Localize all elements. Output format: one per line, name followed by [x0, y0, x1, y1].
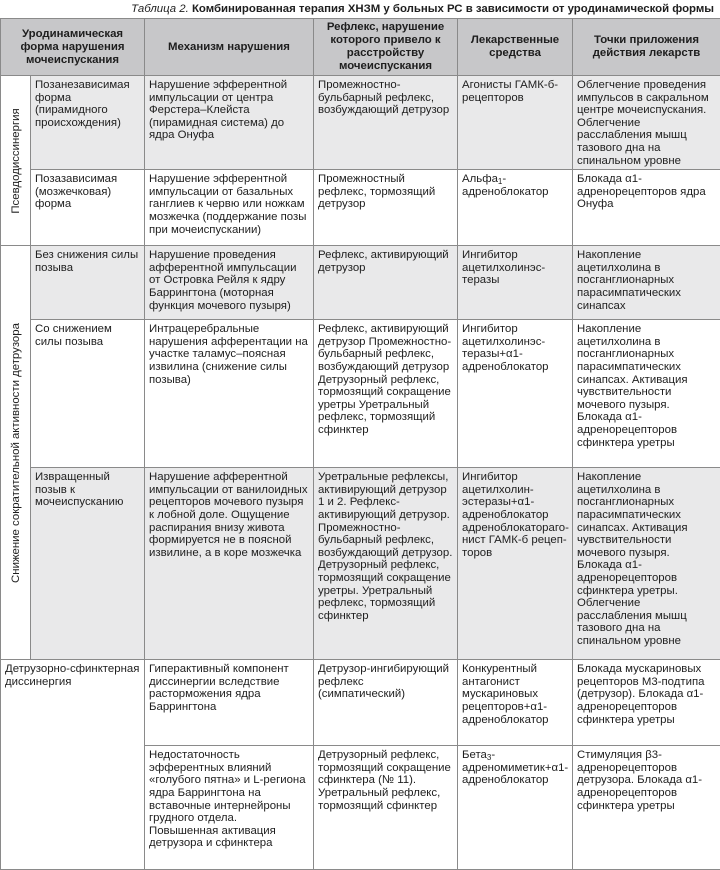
group-label-reduced [1, 246, 31, 660]
drugs-sub: 1 [498, 177, 502, 186]
cell-mechanism: Нарушение афферентной импульсации от ванилоидных рецепторов мочевого пузыря к лобной доле. Ощущение распирания внизу живота формируется не в поясной извилине, а в коре мозжечка [145, 468, 314, 660]
cell-points: Накопление ацетилхолина в посганглионарных парасимпатических синапсах. Активация чувствительности мочевого пузыря. Блокада α1-адренорецепторов сфинктера уретры [573, 320, 720, 468]
cell-reflex: Детрузорный рефлекс, тормозящий сокращение сфинктера (№ 11). Уретральный рефлекс, тормозящий сфинктер [314, 746, 458, 870]
caption-label: Таблица 2. [131, 3, 189, 15]
cell-reflex: Детрузор-ингибирующий рефлекс (симпатический) [314, 660, 458, 746]
cell-points: Стимуляция β3-адренорецепторов детрузора. Блокада α1-адренорецепторов сфинктера уретры [573, 746, 720, 870]
cell-reflex: Промежностный рефлекс, тормозящий детрузор [314, 170, 458, 246]
cell-mechanism: Нарушение эфферентной импульсации от центра Ферстера–Клейста (пирамидная система) до ядра Онуфа [145, 76, 314, 170]
cell-drugs [458, 746, 573, 870]
cell-drugs [458, 170, 573, 246]
group-label-dss: Детрузорно-сфинктерная диссинергия [1, 660, 145, 870]
caption-title: Комбинированная терапия ХНЗМ у больных РС в зависимости от уродинамической формы [192, 3, 714, 15]
header-mechanism: Механизм нарушения [145, 19, 314, 76]
table-row [1, 170, 720, 246]
cell-points: Блокада α1-адренорецепторов ядра Онуфа [573, 170, 720, 246]
header-form: Уродинамическая форма нарушения мочеиспускания [1, 19, 145, 76]
cell-mechanism: Нарушение эфферентной импульсации от базальных ганглиев к червю или ножкам мозжечка (поддержание позы при мочеиспускании) [145, 170, 314, 246]
drugs-rest: -адреноблокатор [462, 173, 548, 198]
header-reflex: Рефлекс, нарушение которого привело к расстройству мочеиспускания [314, 19, 458, 76]
header-points: Точки приложения действия лекарств [573, 19, 720, 76]
group-label-pseudo [1, 76, 31, 246]
cell-points: Блокада мускариновых рецепторов М3-подтипа (детрузор). Блокада α1-адренорецепторов сфинктера уретры [573, 660, 720, 746]
cell-mechanism: Гиперактивный компонент диссинергии вследствие расторможения ядра Баррингтона [145, 660, 314, 746]
cell-drugs: Агонисты ГАМК-б-рецепторов [458, 76, 573, 170]
cell-reflex: Рефлекс, активирующий детрузор [314, 246, 458, 320]
drugs-sub: 3 [487, 753, 491, 762]
drugs-main: Бета [462, 749, 487, 761]
group-text-pseudo: Псевдодиссинергия [10, 108, 22, 213]
cell-drugs: Ингибитор ацетилхолин-эстеразы+α1-адреноблокатор адреноблокатораго-нист ГАМК-б рецеп-торов [458, 468, 573, 660]
cell-reflex: Уретральные рефлексы, активирующий детрузор 1 и 2. Рефлекс-активирующий детрузор. Промежностно-бульбарный рефлекс, возбуждающий детрузор. Детрузорный рефлекс, тормозящий сокращение уретры. Уретральный рефлекс, тормозящий сфинктер [314, 468, 458, 660]
cell-mechanism: Недостаточность эфферентных влияний «голубого пятна» и L-региона ядра Баррингтона на вставочные интернейроны грудного отдела. Повышенная активация детрузора и сфинктера [145, 746, 314, 870]
table-row [1, 76, 720, 170]
cell-points: Накопление ацетилхолина в посганглионарных парасимпатических синапсах. Активация чувствительности мочевого пузыря. Блокада α1-адренорецепторов сфинктера уретры. Облегчение расслабления мышц тазового дна на спинальном уровне [573, 468, 720, 660]
group-text-reduced: Снижение сократительной активности детрузора [10, 323, 22, 583]
cell-points: Накопление ацетилхолина в посганглионарных парасимпатических синапсах [573, 246, 720, 320]
cell-points: Облегчение проведения импульсов в сакральном центре мочеиспускания. Облегчение расслабления мышц тазового дна на спинальном уровне [573, 76, 720, 170]
cell-mechanism: Интрацеребральные нарушения афферентации на участке таламус–поясная извилина (снижение силы позыва) [145, 320, 314, 468]
drugs-main: Альфа [462, 173, 498, 185]
cell-form: Позазависимая (мозжечковая) форма [31, 170, 145, 246]
table-header-row [1, 19, 720, 76]
header-drugs: Лекарственные средства [458, 19, 573, 76]
cell-reflex: Промежностно-бульбарный рефлекс, возбуждающий детрузор [314, 76, 458, 170]
drugs-rest: -адреномиметик+α1-адреноблокатор [462, 749, 568, 786]
cell-form: Без снижения силы позыва [31, 246, 145, 320]
table-row [1, 660, 720, 746]
table-row [1, 320, 720, 468]
cell-drugs: Ингибитор ацетилхолинэс-теразы+α1-адреноблокатор [458, 320, 573, 468]
table-row [1, 246, 720, 320]
cell-drugs: Конкурентный антагонист мускариновых рецепторов+α1-адреноблокатор [458, 660, 573, 746]
cell-reflex: Рефлекс, активирующий детрузор Промежностно-бульбарный рефлекс, возбуждающий детрузор Детрузорный рефлекс, тормозящий сокращение уретры Уретральный рефлекс, тормозящий сфинктер [314, 320, 458, 468]
cell-form: Извращенный позыв к мочеиспусканию [31, 468, 145, 660]
cell-form: Со снижением силы позыва [31, 320, 145, 468]
table-row [1, 468, 720, 660]
cell-drugs: Ингибитор ацетилхолинэс-теразы [458, 246, 573, 320]
table-caption [0, 0, 720, 18]
cell-form: Позанезависимая форма (пирамидного происхождения) [31, 76, 145, 170]
cell-mechanism: Нарушение проведения афферентной импульсации от Островка Рейля к ядру Баррингтона (моторная функция мочевого пузыря) [145, 246, 314, 320]
therapy-table [0, 18, 720, 870]
